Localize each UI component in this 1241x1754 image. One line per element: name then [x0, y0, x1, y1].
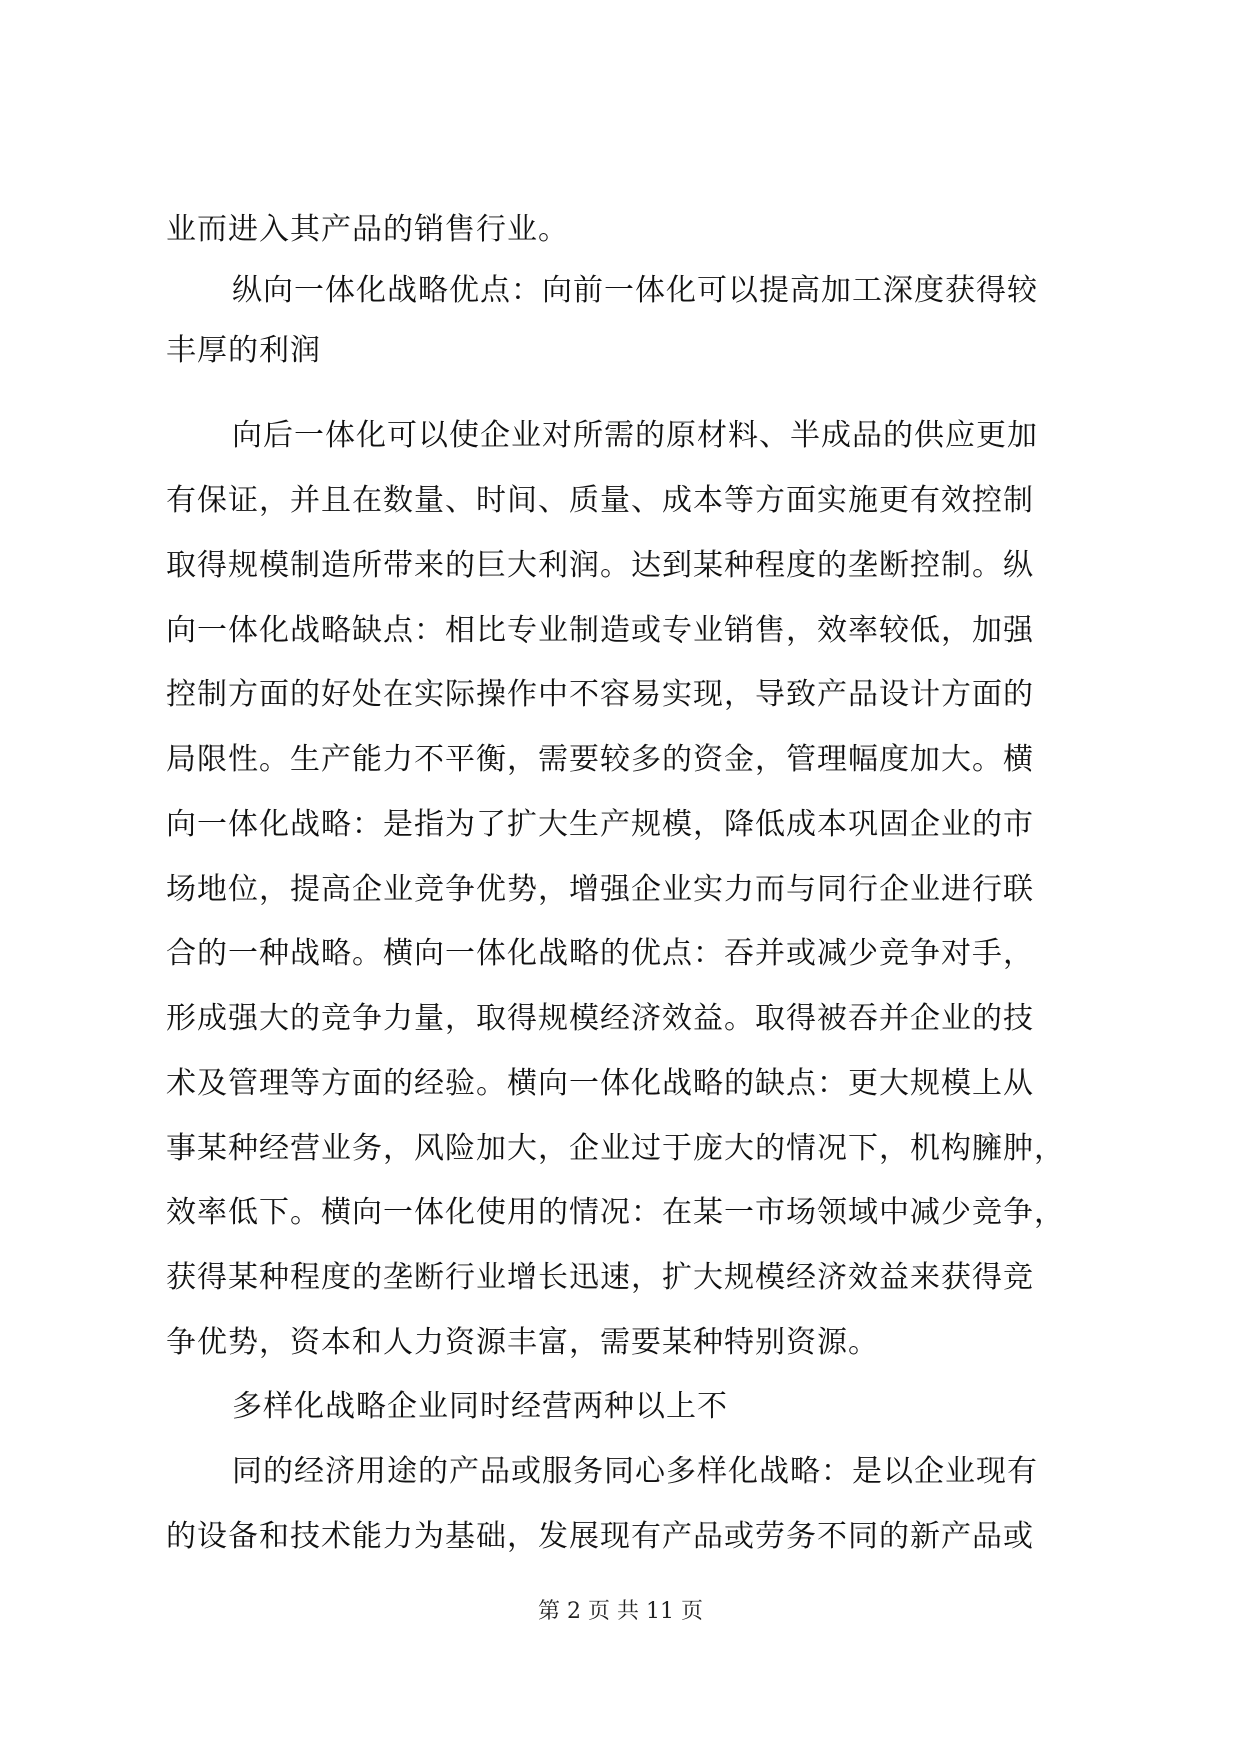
text-line: 场地位，提高企业竞争优势，增强企业实力而与同行企业进行联 — [166, 872, 1034, 907]
text-line: 获得某种程度的垄断行业增长迅速，扩大规模经济效益来获得竞 — [166, 1260, 1034, 1295]
text-line: 纵向一体化战略优点：向前一体化可以提高加工深度获得较 — [232, 273, 1038, 308]
text-line: 有保证，并且在数量、时间、质量、成本等方面实施更有效控制 — [166, 483, 1034, 518]
text-line: 术及管理等方面的经验。横向一体化战略的缺点：更大规模上从 — [166, 1066, 1034, 1101]
text-line: 取得规模制造所带来的巨大利润。达到某种程度的垄断控制。纵 — [166, 548, 1034, 583]
text-line: 同的经济用途的产品或服务同心多样化战略：是以企业现有 — [232, 1454, 1038, 1489]
text-line: 事某种经营业务，风险加大，企业过于庞大的情况下，机构臃肿， — [166, 1131, 1065, 1166]
text-line: 形成强大的竞争力量，取得规模经济效益。取得被吞并企业的技 — [166, 1001, 1034, 1036]
text-line: 局限性。生产能力不平衡，需要较多的资金，管理幅度加大。横 — [166, 742, 1034, 777]
text-line: 向一体化战略缺点：相比专业制造或专业销售，效率较低，加强 — [166, 613, 1034, 648]
text-line: 向后一体化可以使企业对所需的原材料、半成品的供应更加 — [232, 418, 1038, 453]
text-line: 争优势，资本和人力资源丰富，需要某种特别资源。 — [166, 1325, 879, 1360]
text-line: 效率低下。横向一体化使用的情况：在某一市场领域中减少竞争， — [166, 1195, 1065, 1230]
text-line: 向一体化战略：是指为了扩大生产规模，降低成本巩固企业的市 — [166, 807, 1034, 842]
text-line: 丰厚的利润 — [166, 333, 321, 368]
text-line: 多样化战略企业同时经营两种以上不 — [232, 1389, 728, 1424]
text-line: 的设备和技术能力为基础，发展现有产品或劳务不同的新产品或 — [166, 1519, 1034, 1554]
page-number-footer: 第 2 页 共 11 页 — [538, 1599, 703, 1624]
text-line: 控制方面的好处在实际操作中不容易实现，导致产品设计方面的 — [166, 677, 1034, 712]
text-line: 业而进入其产品的销售行业。 — [166, 212, 569, 247]
text-line: 合的一种战略。横向一体化战略的优点：吞并或减少竞争对手， — [166, 936, 1034, 971]
